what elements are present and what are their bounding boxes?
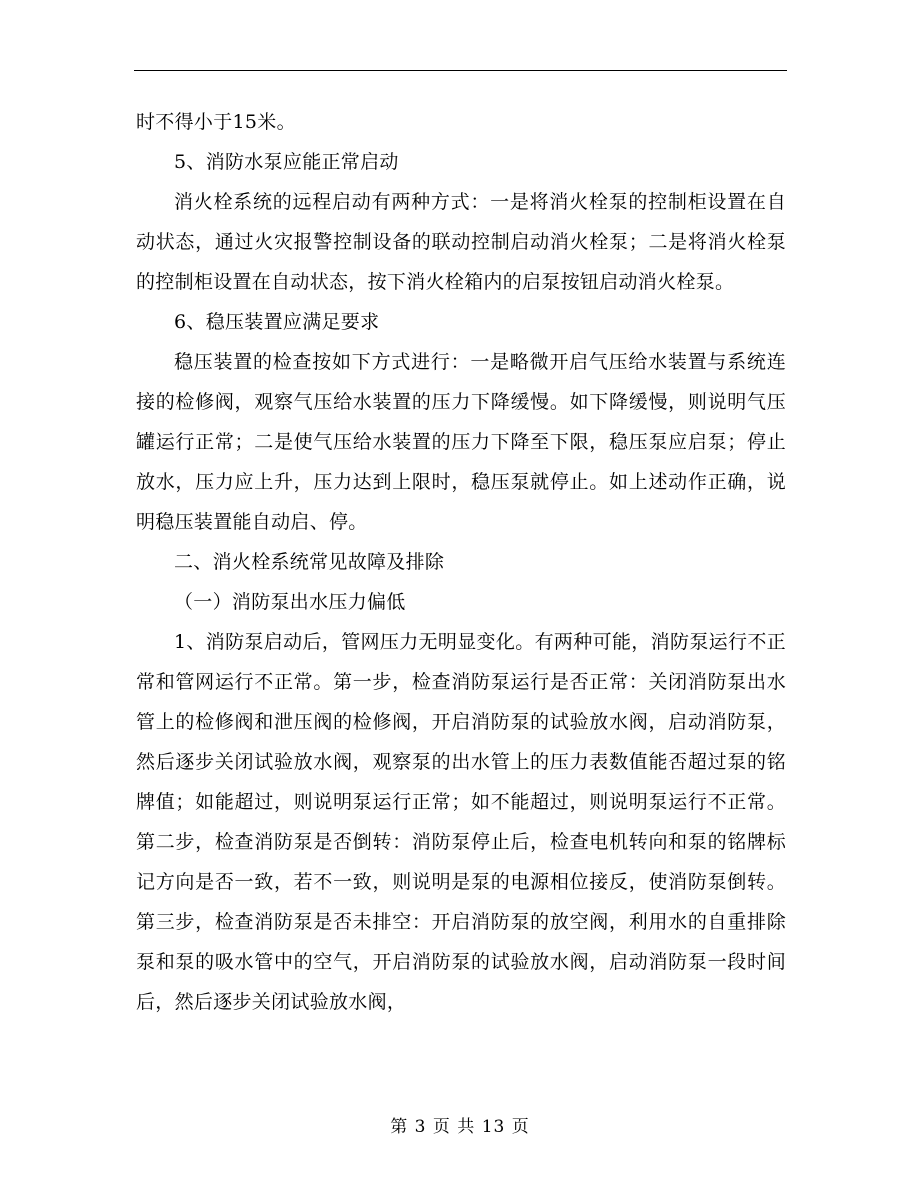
paragraph-heading-6: 6、稳压装置应满足要求 xyxy=(174,311,380,333)
page-footer xyxy=(0,1112,920,1137)
header-rule xyxy=(134,70,787,71)
paragraph-1: 时不得小于15米。 xyxy=(136,111,296,133)
paragraph-pressure-device: 稳压装置的检查按如下方式进行：一是略微开启气压给水装置与系统连接的检修阀，观察气压给水装置的压力下降缓慢。如下降缓慢，则说明气压罐运行正常；二是使气压给水装置的压力下降至下限，稳压泵应启泵；停止放水，压力应上升，压力达到上限时，稳压泵就停止。如上述动作正确，说明稳压装置能自动启、停。 xyxy=(136,351,786,533)
page-number: 第 3 页 共 13 页 xyxy=(390,1117,530,1137)
paragraph-pump-troubleshooting: 1、消防泵启动后，管网压力无明显变化。有两种可能，消防泵运行不正常和管网运行不正常。第一步，检查消防泵运行是否正常：关闭消防泵出水管上的检修阀和泄压阀的检修阀，开启消防泵的试验放水阀，启动消防泵，然后逐步关闭试验放水阀，观察泵的出水管上的压力表数值能否超过泵的铭牌值；如能超过，则说明泵运行正常；如不能超过，则说明泵运行不正常。第二步，检查消防泵是否倒转：消防泵停止后，检查电机转向和泵的铭牌标记方向是否一致，若不一致，则说明是泵的电源相位接反，使消防泵倒转。第三步，检查消防泵是否未排空：开启消防泵的放空阀，利用水的自重排除泵和泵的吸水管中的空气，开启消防泵的试验放水阀，启动消防泵一段时间后，然后逐步关闭试验放水阀， xyxy=(136,631,786,1013)
section-heading-2: 二、消火栓系统常见故障及排除 xyxy=(174,551,445,573)
paragraph-heading-5: 5、消防水泵应能正常启动 xyxy=(174,151,399,173)
paragraph-remote-start: 消火栓系统的远程启动有两种方式：一是将消火栓泵的控制柜设置在自动状态，通过火灾报警控制设备的联动控制启动消火栓泵；二是将消火栓泵的控制柜设置在自动状态，按下消火栓箱内的启泵按钮启动消火栓泵。 xyxy=(136,191,786,293)
subsection-heading-1: （一）消防泵出水压力偏低 xyxy=(174,591,406,613)
document-body xyxy=(136,102,786,1022)
